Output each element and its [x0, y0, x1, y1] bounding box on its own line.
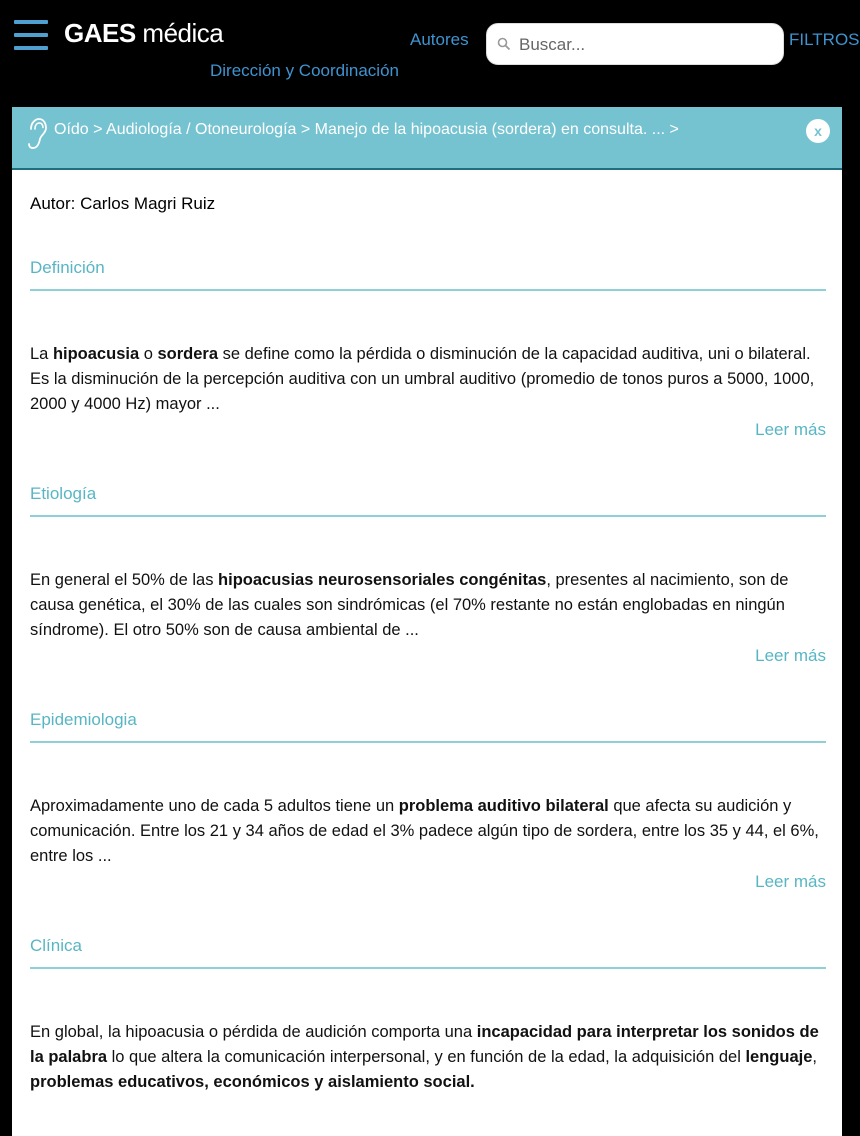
ear-icon	[26, 117, 48, 151]
section-text-etiologia	[30, 568, 830, 643]
read-more-definicion[interactable]: Leer más	[755, 420, 826, 439]
breadcrumb-trail	[54, 121, 679, 139]
text-run: se define como la pérdida o disminución de la capacidad auditiva, uni o bilateral. Es la disminución de la percepción auditiva con un umbral auditivo (promedio de tonos puros a 5000, 1000, 2000 y 4000 Hz) mayor ...	[30, 345, 815, 413]
search-box	[486, 23, 784, 65]
section-divider	[30, 289, 826, 291]
bold-term: incapacidad para interpretar los sonidos de la palabra	[30, 1023, 819, 1066]
top-bar	[0, 0, 860, 106]
text-run: En general el 50% de las	[30, 571, 219, 589]
section-text-epidemiologia	[30, 794, 830, 869]
breadcrumb	[12, 107, 842, 170]
read-more-etiologia[interactable]: Leer más	[755, 646, 826, 665]
bold-term: hipoacusias neurosensoriales congénitas	[218, 571, 547, 589]
text-run: ,	[812, 1048, 817, 1066]
breadcrumb-item-manejo[interactable]: Manejo de la hipoacusia (sordera) en consulta. ... >	[314, 121, 679, 138]
section-text-clinica	[30, 1020, 830, 1095]
search-input[interactable]	[517, 30, 779, 60]
nav-direccion-link[interactable]: Dirección y Coordinación	[210, 61, 399, 80]
breadcrumb-item-oido[interactable]: Oído >	[54, 121, 103, 138]
bold-term: problemas educativos, económicos y aislamiento social.	[30, 1073, 475, 1091]
text-run: En global, la hipoacusia o pérdida de audición comporta una	[30, 1023, 477, 1041]
text-run: La	[30, 345, 53, 363]
search-icon	[497, 37, 511, 51]
bold-term: problema auditivo bilateral	[398, 797, 609, 815]
close-button[interactable]: x	[806, 119, 830, 143]
author-line: Autor: Carlos Magri Ruiz	[30, 194, 216, 213]
text-run: o	[139, 345, 158, 363]
section-divider	[30, 741, 826, 743]
read-more-epidemiologia[interactable]: Leer más	[755, 872, 826, 891]
text-run: , presentes al nacimiento, son de causa genética, el 30% de las cuales son sindrómicas (el 70% restante no están englobadas en ningún síndrome). El otro 50% son de causa ambiental de ...	[30, 571, 789, 639]
section-title-clinica: Clínica	[30, 936, 82, 955]
breadcrumb-item-audiologia[interactable]: Audiología / Otoneurología >	[106, 121, 311, 138]
section-title-definicion: Definición	[30, 258, 105, 277]
logo-sub: médica	[135, 18, 224, 48]
article-panel	[12, 107, 842, 1136]
bold-term: sordera	[157, 345, 219, 363]
bold-term: hipoacusia	[52, 345, 140, 363]
text-run: Aproximadamente uno de cada 5 adultos tiene un	[30, 797, 399, 815]
text-run: que afecta su audición y comunicación. Entre los 21 y 34 años de edad el 3% padece algún tipo de sordera, entre los 35 y 44, el 6%, entre los ...	[30, 797, 819, 865]
logo-brand: GAES	[64, 18, 136, 48]
text-run: lo que altera la comunicación interpersonal, y en función de la edad, la adquisición del	[107, 1048, 746, 1066]
section-divider	[30, 515, 826, 517]
filtros-link[interactable]: FILTROS	[789, 30, 860, 49]
hamburger-menu-icon[interactable]	[14, 20, 48, 52]
bold-term: lenguaje	[745, 1048, 813, 1066]
logo[interactable]	[64, 18, 223, 49]
section-title-epidemiologia: Epidemiologia	[30, 710, 137, 729]
section-text-definicion	[30, 342, 830, 417]
section-divider	[30, 967, 826, 969]
section-title-etiologia: Etiología	[30, 484, 97, 503]
nav-autores-link[interactable]: Autores	[410, 30, 469, 49]
